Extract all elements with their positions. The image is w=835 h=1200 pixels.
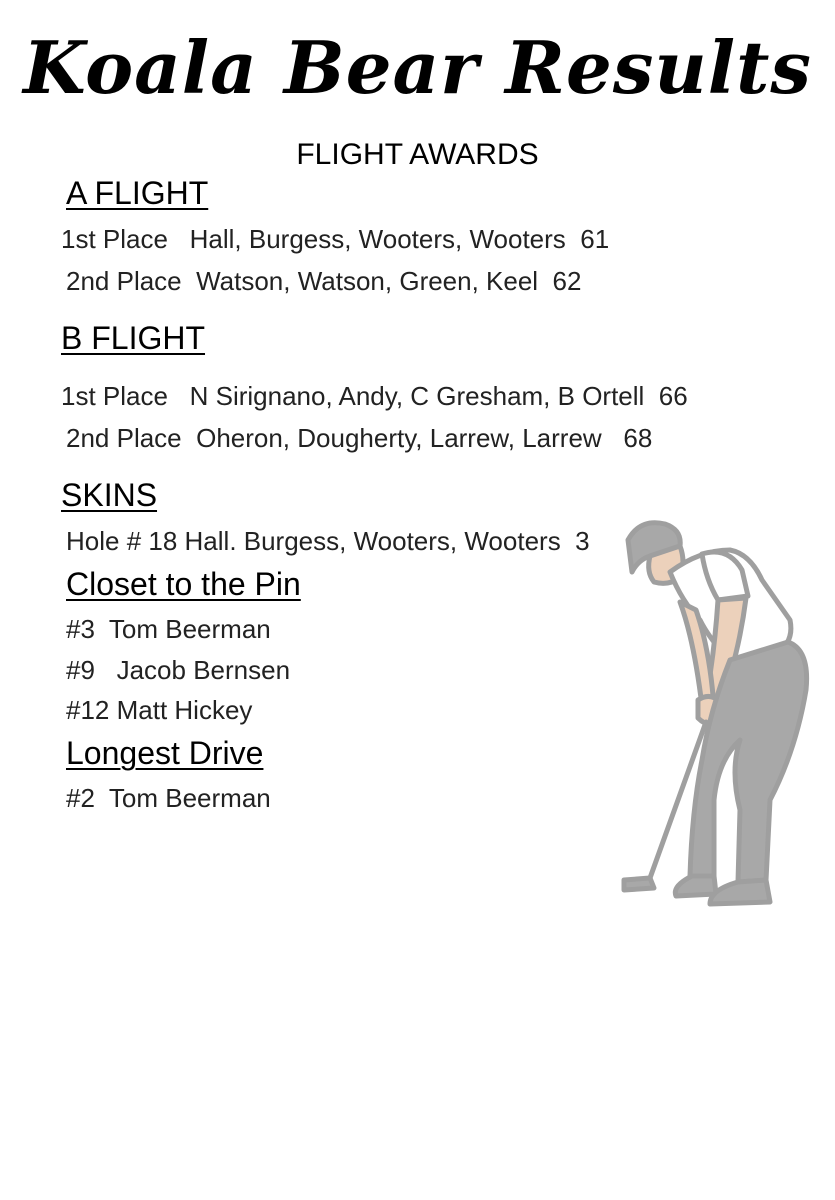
page-title: Koala Bear Results	[23, 25, 812, 110]
b-flight-first-place: 1st Place N Sirignano, Andy, C Gresham, B Ortell 66	[61, 381, 688, 411]
closest-pin-heading: Closet to the Pin	[66, 566, 301, 602]
skins-line: Hole # 18 Hall. Burgess, Wooters, Wooters 3	[66, 526, 590, 556]
a-flight-heading: A FLIGHT	[66, 175, 209, 211]
a-flight-second-place: 2nd Place Watson, Watson, Green, Keel 62	[66, 266, 582, 296]
skins-heading: SKINS	[61, 477, 158, 513]
closest-pin-item: #9 Jacob Bernsen	[66, 655, 291, 685]
page-subtitle: FLIGHT AWARDS	[296, 138, 539, 171]
b-flight-second-place: 2nd Place Oheron, Dougherty, Larrew, Larrew 68	[66, 423, 653, 453]
closest-pin-item: #3 Tom Beerman	[66, 614, 271, 644]
b-flight-heading: B FLIGHT	[61, 320, 206, 356]
golfer-putting-icon	[610, 510, 820, 915]
longest-drive-heading: Longest Drive	[66, 735, 264, 771]
longest-drive-item: #2 Tom Beerman	[66, 783, 271, 813]
closest-pin-item: #12 Matt Hickey	[66, 695, 253, 725]
a-flight-first-place: 1st Place Hall, Burgess, Wooters, Wooters 61	[61, 224, 610, 254]
